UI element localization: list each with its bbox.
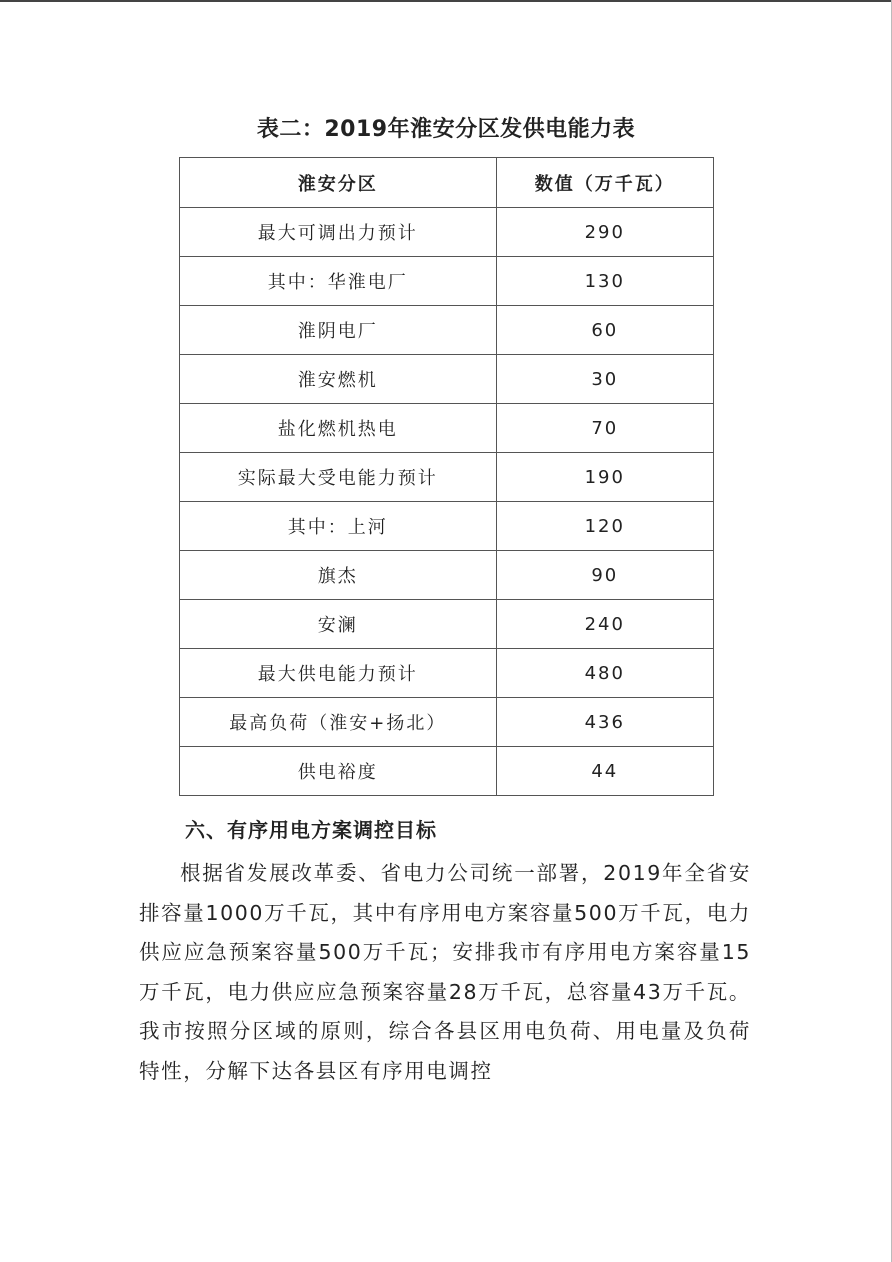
table-row (180, 306, 714, 355)
row-value: 436 (496, 698, 713, 747)
row-label: 供电裕度 (180, 747, 497, 796)
table-row (180, 208, 714, 257)
table-row (180, 551, 714, 600)
row-label: 旗杰 (180, 551, 497, 600)
row-label: 最大可调出力预计 (180, 208, 497, 257)
row-value: 30 (496, 355, 713, 404)
table-row (180, 404, 714, 453)
row-value: 60 (496, 306, 713, 355)
section-heading: 六、有序用电方案调控目标 (185, 818, 437, 842)
row-label: 最大供电能力预计 (180, 649, 497, 698)
table-row (180, 355, 714, 404)
power-capacity-table (179, 157, 714, 796)
header-value: 数值（万千瓦） (496, 158, 713, 208)
table-row (180, 600, 714, 649)
row-value: 480 (496, 649, 713, 698)
row-label: 最高负荷（淮安+扬北） (180, 698, 497, 747)
row-label: 其中：上河 (180, 502, 497, 551)
table-row (180, 698, 714, 747)
row-value: 44 (496, 747, 713, 796)
page-top-border (0, 0, 892, 2)
row-label: 淮安燃机 (180, 355, 497, 404)
table-title: 表二：2019年淮安分区发供电能力表 (256, 117, 636, 142)
row-label: 安澜 (180, 600, 497, 649)
table-row (180, 747, 714, 796)
row-label: 其中：华淮电厂 (180, 257, 497, 306)
row-value: 130 (496, 257, 713, 306)
row-value: 240 (496, 600, 713, 649)
row-value: 70 (496, 404, 713, 453)
row-value: 190 (496, 453, 713, 502)
body-paragraph: 根据省发展改革委、省电力公司统一部署，2019年全省安排容量1000万千瓦，其中有序用电方案容量500万千瓦，电力供应应急预案容量500万千瓦；安排我市有序用电方案容量15万千瓦，电力供应应急预案容量28万千瓦，总容量43万千瓦。我市按照分区域的原则，综合各县区用电负荷、用电量及负荷特性，分解下达各县区有序用电调控 (139, 861, 751, 1083)
row-label: 实际最大受电能力预计 (180, 453, 497, 502)
row-value: 120 (496, 502, 713, 551)
row-label: 盐化燃机热电 (180, 404, 497, 453)
table-row (180, 502, 714, 551)
header-district: 淮安分区 (180, 158, 497, 208)
table-row (180, 649, 714, 698)
table-header-row (180, 158, 714, 208)
table-row (180, 257, 714, 306)
row-value: 90 (496, 551, 713, 600)
row-label: 淮阴电厂 (180, 306, 497, 355)
row-value: 290 (496, 208, 713, 257)
table-row (180, 453, 714, 502)
